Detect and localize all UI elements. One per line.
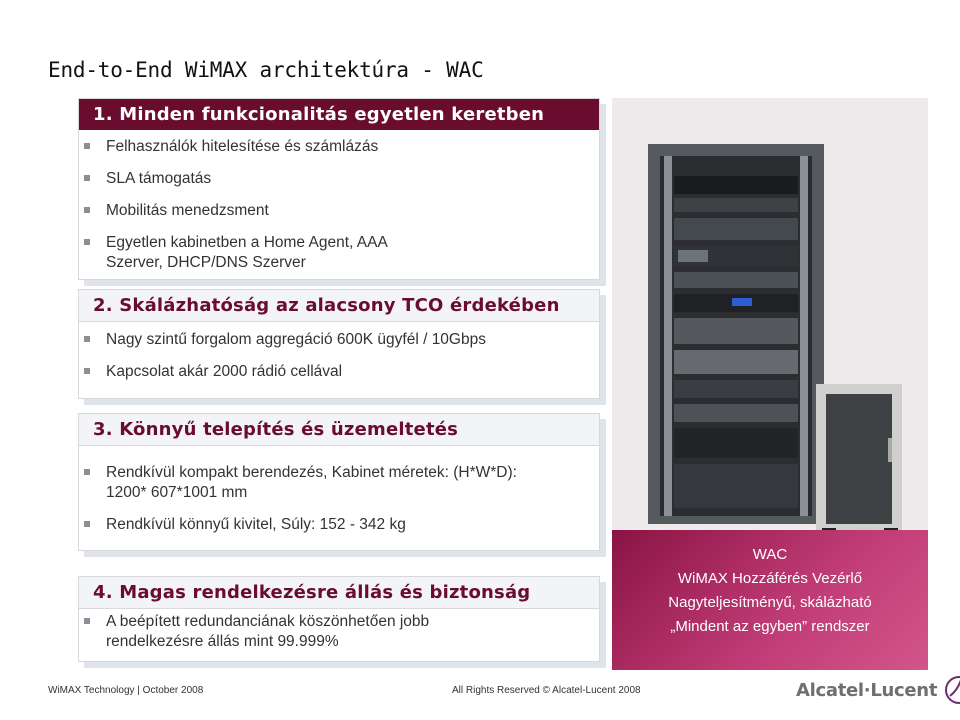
alcatel-lucent-logo	[796, 676, 960, 704]
side-panel	[612, 530, 928, 670]
panel-line-performance: Nagyteljesítményű, skálázható	[668, 594, 872, 611]
list-item	[79, 233, 599, 273]
slide-title: End-to-End WiMAX architektúra - WAC	[48, 58, 484, 82]
panel-line-all-in-one: „Mindent az egyben” rendszer	[670, 618, 870, 635]
section-2-heading: 2. Skálázhatóság az alacsony TCO érdekében	[79, 290, 599, 322]
equipment-photo	[612, 98, 928, 544]
list-item-text: Felhasználók hitelesítése és számlázás	[106, 138, 379, 155]
section-3-list	[79, 446, 599, 535]
section-1-list	[79, 130, 599, 273]
list-item	[79, 137, 599, 157]
list-item	[79, 362, 599, 382]
bullet-square-icon	[84, 336, 90, 342]
list-item	[79, 169, 599, 189]
server-rack-image	[612, 98, 928, 544]
section-2-list	[79, 322, 599, 382]
list-item	[79, 515, 599, 535]
list-item-text: Mobilitás menedzsment	[106, 202, 269, 219]
footer-left: WiMAX Technology | October 2008	[48, 685, 204, 696]
section-1-heading: 1. Minden funkcionalitás egyetlen keretben	[79, 99, 599, 130]
bullet-square-icon	[84, 469, 90, 475]
list-item-text: A beépített redundanciának köszönhetően jobb rendelkezésre állás mint 99.999%	[106, 613, 430, 650]
list-item	[79, 201, 599, 221]
section-2-box	[78, 289, 600, 399]
bullet-square-icon	[84, 143, 90, 149]
panel-line-controller: WiMAX Hozzáférés Vezérlő	[677, 570, 863, 587]
section-4-box	[78, 576, 600, 662]
list-item-text: SLA támogatás	[106, 170, 212, 187]
bullet-square-icon	[84, 239, 90, 245]
section-4-list	[79, 609, 599, 652]
bullet-square-icon	[84, 521, 90, 527]
section-1-box	[78, 98, 600, 280]
list-item	[79, 330, 599, 350]
section-3-heading: 3. Könnyű telepítés és üzemeltetés	[79, 414, 599, 446]
list-item-text: Kapcsolat akár 2000 rádió cellával	[106, 363, 343, 380]
bullet-square-icon	[84, 207, 90, 213]
bullet-square-icon	[84, 368, 90, 374]
list-item-text: Egyetlen kabinetben a Home Agent, AAA Szerver, DHCP/DNS Szerver	[106, 234, 387, 271]
list-item-text: Rendkívül kompakt berendezés, Kabinet méretek: (H*W*D): 1200* 607*1001 mm	[106, 464, 517, 501]
section-3-box	[78, 413, 600, 551]
section-4-heading: 4. Magas rendelkezésre állás és biztonság	[79, 577, 599, 609]
list-item	[79, 463, 599, 503]
alcatel-lucent-swirl-icon	[945, 676, 960, 704]
list-item-text: Nagy szintű forgalom aggregáció 600K ügyfél / 10Gbps	[106, 331, 486, 348]
bullet-square-icon	[84, 618, 90, 624]
bullet-square-icon	[84, 175, 90, 181]
panel-line-wac: WAC	[752, 546, 788, 563]
footer-copyright: All Rights Reserved © Alcatel-Lucent 2008	[452, 685, 641, 696]
logo-wordmark: Alcatel·Lucent	[796, 679, 938, 701]
list-item	[79, 612, 599, 652]
list-item-text: Rendkívül könnyű kivitel, Súly: 152 - 342 kg	[106, 516, 406, 533]
